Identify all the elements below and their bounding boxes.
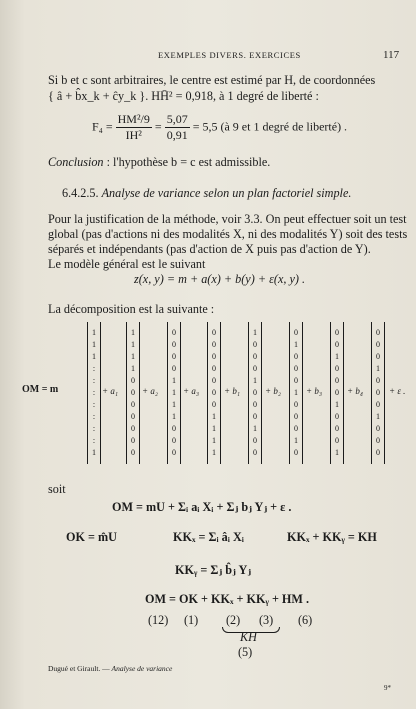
vector-cell: 0 [376,424,380,433]
equation-kky: KKᵧ = Σⱼ b̂ⱼ Yⱼ [175,563,252,577]
conclusion-line [48,155,270,170]
vector-cell: 0 [172,328,176,337]
vector-cell: 0 [376,376,380,385]
vector-cell: 1 [212,448,216,457]
vector-cell: 1 [92,448,96,457]
dof-2: (2) [226,613,241,627]
vector-cell: 1 [92,328,96,337]
vector-cell: 0 [212,352,216,361]
equation-ok: OK = m̂U [66,530,117,544]
vector-cell: : [92,424,96,433]
vector-cell: 0 [212,364,216,373]
vector-cell: 0 [131,424,135,433]
para2-line4: Le modèle général est le suivant [48,257,206,271]
section-heading [62,186,351,201]
vector-cell: : [92,436,96,445]
vector-cell: 0 [212,400,216,409]
footer-title: Analyse de variance [111,664,173,673]
vector-cell: 0 [131,436,135,445]
f4-equation [92,112,347,143]
matrix-operator: + b₂ [265,386,281,396]
vector-cell: 1 [376,364,380,373]
f4-lhs: F₄ = [92,119,113,134]
f4-equals: = [154,119,162,134]
vector-cell: 1 [335,352,339,361]
vector-cell: 1 [131,352,135,361]
column-vector-2 [126,322,140,464]
matrix-operator: + ε . [389,386,406,396]
vector-cell: 0 [212,388,216,397]
vector-cell: 0 [294,352,298,361]
vector-cell: : [92,376,96,385]
vector-cell: 0 [335,388,339,397]
vector-cell: 0 [376,388,380,397]
page-number: 117 [383,49,400,61]
dof-kh-label: KH [240,630,257,644]
vector-cell: 0 [294,412,298,421]
vector-cell: 0 [335,376,339,385]
vector-cell: 1 [131,364,135,373]
model-equation: z(x, y) = m + a(x) + b(y) + ε(x, y) . [134,272,306,286]
f4-den1: IH² [125,128,142,142]
vector-cell: 0 [294,328,298,337]
vector-cell: 0 [253,400,257,409]
vector-cell: 0 [253,340,257,349]
vector-cell: : [92,364,96,373]
vector-cell: 1 [335,448,339,457]
footer [48,664,172,673]
vector-cell: 0 [253,412,257,421]
vector-cell: 0 [131,400,135,409]
running-header: EXEMPLES DIVERS. EXERCICES [158,50,301,60]
section-number: 6.4.2.5. [62,186,99,200]
matrix-operator: + a₃ [183,386,199,396]
vector-cell: : [92,412,96,421]
section-title: Analyse de variance selon un plan factoriel simple. [101,186,352,200]
vector-cell: 0 [172,448,176,457]
vector-cell: 0 [172,352,176,361]
column-vector-4 [207,322,221,464]
vector-cell: 0 [376,340,380,349]
vector-cell: 1 [212,436,216,445]
soit-label: soit [48,482,66,496]
vector-cell: 0 [212,376,216,385]
vector-cell: 1 [131,328,135,337]
equation-om-sum: OM = OK + KKₓ + KKᵧ + HM . [145,592,310,606]
vector-cell: 0 [376,436,380,445]
para1-line2: { â + b̂x_k + ĉy_k }. HH̄² = 0,918, à 1 degré de liberté : [48,89,319,103]
f4-fraction-1 [116,112,152,143]
vector-cell: 0 [376,400,380,409]
conclusion-text: : l'hypothèse b = c est admissible. [103,155,271,169]
vector-cell: 0 [294,400,298,409]
f4-num1: HM²/9 [117,112,150,126]
vector-cell: 0 [335,328,339,337]
signature-mark: 9* [384,684,391,692]
column-vector-1 [87,322,101,464]
vector-cell: 0 [376,448,380,457]
equation-kh: KKₓ + KKᵧ = KH [287,530,377,544]
vector-cell: 0 [294,376,298,385]
vector-cell: 0 [294,364,298,373]
column-vector-5 [248,322,262,464]
vector-cell: 0 [335,340,339,349]
dof-5: (5) [238,645,253,659]
vector-cell: 1 [212,412,216,421]
vector-cell: 0 [335,424,339,433]
vector-cell: 1 [253,376,257,385]
vector-cell: 0 [376,352,380,361]
vector-cell: 1 [172,376,176,385]
vector-cell: 0 [253,352,257,361]
matrix-operator: + b₃ [306,386,322,396]
f4-num2: 5,07 [166,112,188,126]
column-vector-6 [289,322,303,464]
vector-cell: 0 [253,388,257,397]
footer-authors: Dugué et Girault. — [48,664,112,673]
vector-cell: 0 [253,364,257,373]
vector-cell: 1 [172,388,176,397]
f4-rest: = 5,5 (à 9 et 1 degré de liberté) . [192,119,348,134]
vector-cell: 0 [172,364,176,373]
vector-cell: 0 [172,340,176,349]
vector-cell: 0 [253,448,257,457]
para2-line1: Pour la justification de la méthode, voir 3.3. On peut effectuer soit un test [48,212,407,226]
vector-cell: 0 [335,436,339,445]
vector-cell: 1 [294,340,298,349]
column-vector-7 [330,322,344,464]
vector-cell: 1 [92,352,96,361]
vector-cell: 1 [131,340,135,349]
column-vector-3 [167,322,181,464]
vector-cell: 1 [172,412,176,421]
conclusion-label: Conclusion [48,155,104,169]
vector-cell: : [92,400,96,409]
vector-cell: 1 [294,388,298,397]
dof-6: (6) [298,613,313,627]
vector-cell: 0 [376,328,380,337]
vector-cell: 0 [294,424,298,433]
vector-cell: 0 [335,364,339,373]
matrix-operator: + a₁ [102,386,118,396]
vector-cell: 0 [172,424,176,433]
column-vector-8 [371,322,385,464]
vector-cell: 1 [253,424,257,433]
f4-den2: 0,91 [166,128,188,142]
para2-line3: séparés et indépendants (pas d'action de X puis pas d'action de Y). [48,242,371,256]
vector-cell: 1 [172,400,176,409]
vector-cell: 0 [131,376,135,385]
dof-12: (12) [148,613,169,627]
vector-cell: 0 [172,436,176,445]
vector-cell: 1 [92,340,96,349]
vector-cell: 0 [253,436,257,445]
vector-cell: 0 [335,412,339,421]
matrix-operator: + a₂ [142,386,158,396]
vector-cell: 1 [212,424,216,433]
vector-cell: 0 [131,448,135,457]
f4-fraction-2 [165,112,190,143]
equation-kkx: KKₓ = Σᵢ âᵢ Xᵢ [173,530,244,544]
vector-cell: 1 [376,412,380,421]
dof-3: (3) [259,613,274,627]
vector-cell: 0 [131,388,135,397]
decomposition-intro: La décomposition est la suivante : [48,302,215,316]
matrix-operator: + b₄ [347,386,363,396]
para2-line2: global (pas d'actions ni des modalités X, ni des modalités Y) soit des tests [48,227,408,241]
equation-om-decomposition: OM = mU + Σᵢ aᵢ Xᵢ + Σⱼ bⱼ Yⱼ + ε . [112,500,292,514]
vector-cell: 1 [253,328,257,337]
vector-cell: 1 [335,400,339,409]
dof-1: (1) [184,613,199,627]
vector-cell: 1 [294,436,298,445]
vector-cell: 0 [294,448,298,457]
matrix-lhs: OM = m [22,384,59,395]
vector-cell: 0 [212,328,216,337]
para1-line1: Si b et c sont arbitraires, le centre est estimé par H, de coordonnées [48,73,376,87]
vector-cell: 0 [131,412,135,421]
matrix-operator: + b₁ [224,386,240,396]
vector-cell: 0 [212,340,216,349]
vector-cell: : [92,388,96,397]
